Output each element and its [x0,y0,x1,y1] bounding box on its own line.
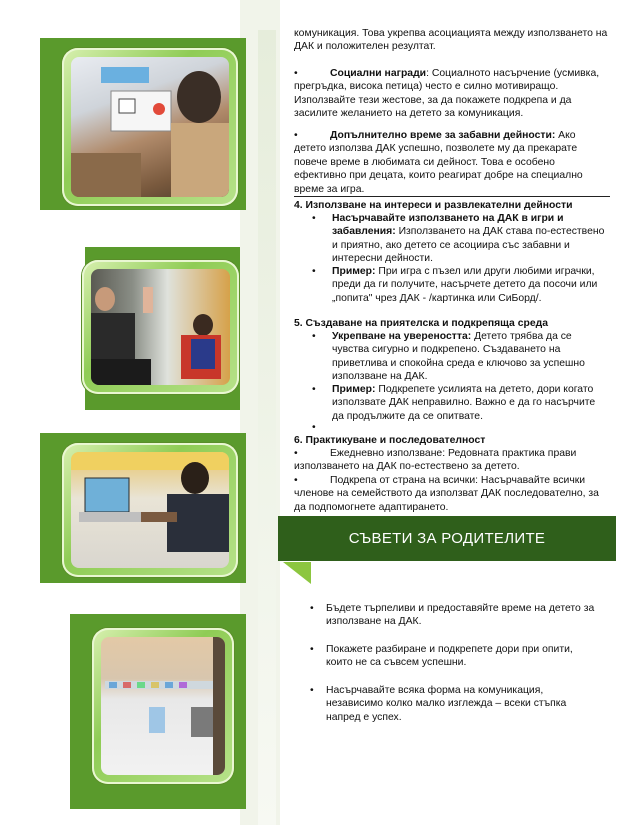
bullet: • [312,384,316,395]
bullet: • [294,68,298,79]
section-6-item-2 [294,474,610,514]
bullet: • [312,266,316,277]
bullet: • [310,603,314,614]
photo-classroom-visual-schedule [101,637,225,775]
photo-frame-3 [62,443,238,577]
tip-text: Насърчавайте всяка форма на комуникация, независимо колко малко изглежда – всеки стъпка напред е успех. [326,685,567,723]
extra-time-text: Ако детето използва ДАК успешно, позволете му да прекарате повече време в любимата си дейност. Това е особено ефективно при децата, които реагират добре на специално време за игра. [294,130,583,195]
section-5-item-1-text: Детето трябва да се чувства сигурно и подкрепено. Създаването на приветлива и спокойна среда е ключово за успешно използване на ДАК. [332,331,585,383]
section-4-item-1 [312,212,608,266]
tip-text: Покажете разбиране и подкрепете дори при опити, които не са съвсем успешни. [326,644,573,669]
section-4-item-1-text: Използването на ДАК става по-естествено и приятно, ако детето се асоциира със забавни и интересни дейности. [332,226,605,265]
photo-high-five [91,269,230,385]
tip-item [310,684,600,724]
section-6-item-1-text: Ежедневно използване: Редовната практика прави използването на ДАК по-естествено за детето. [294,448,577,473]
social-rewards-text: : Социалното насърчение (усмивка, прегръдка, висока петица) често е силно мотивиращо. Използвайте тези жестове, за да покажете подкрепа и да засилите желанието на детето за комуникация. [294,68,600,120]
bullet: • [312,331,316,342]
photo-frame-1 [62,48,238,206]
bullet: • [294,475,298,486]
banner-title: СЪВЕТИ ЗА РОДИТЕЛИТЕ [348,530,546,547]
section-5-item-2 [312,383,608,423]
intro-paragraph: комуникация. Това укрепва асоциацията между използването на ДАК и положителен резултат. [294,28,608,53]
section-5-item-2-title: Пример: [332,384,376,395]
photo-frame-2 [82,260,239,394]
bullet: • [312,213,316,224]
section-4-item-2-text: При игра с пъзел или други любими играчки, преди да ги получите, насърчете детето да посочи или „попита" чрез ДАК - /картинка или СиБорд/. [332,266,598,304]
extra-time-title: Допълнително време за забавни дейности: [330,130,556,141]
section-5-item-1-title: Укрепване на увереността: [332,331,472,342]
section-5-item-1 [312,330,608,384]
section-6-item-2-text: Подкрепа от страна на всички: Насърчавайте всички членове на семейството да използват ДАК последователно, за да подпомогнете адаптирането. [294,475,599,513]
bullet: • [294,448,298,459]
bullet: • [294,130,298,141]
decorative-stripe-inner [258,30,276,825]
section-6-heading: 6. Практикуване и последователност [294,435,486,446]
social-rewards-title: Социални награди [330,68,427,79]
extra-time-item [294,129,610,196]
tip-text: Бъдете търпеливи и предоставяйте време на детето за използване на ДАК. [326,603,595,628]
bullet: • [310,685,314,696]
bullet: • [312,422,316,433]
social-rewards-item [294,67,610,121]
photo-child-with-communication-board [71,57,229,197]
bullet: • [310,644,314,655]
photo-child-with-laptop [71,452,229,568]
section-6-item-1 [294,447,610,474]
parents-tips-banner [278,516,616,561]
section-5-item-2-text: Подкрепете усилията на детето, дори когато използвате ДАК неправилно. Важно е да го насърчите да продължите да се опитвате. [332,384,596,422]
divider [294,196,610,197]
section-4-item-2 [312,265,608,305]
section-4-heading: 4. Използване на интереси и развлекателни дейности [294,200,573,211]
section-4-item-1-title: Насърчавайте използването на ДАК в игри и забавления: [332,213,564,238]
section-4-item-2-title: Пример: [332,266,376,277]
photo-frame-4 [92,628,234,784]
banner-corner-triangle [283,562,311,584]
tip-item [310,602,600,629]
section-5-heading: 5. Създаване на приятелска и подкрепяща среда [294,318,548,329]
tip-item [310,643,600,670]
